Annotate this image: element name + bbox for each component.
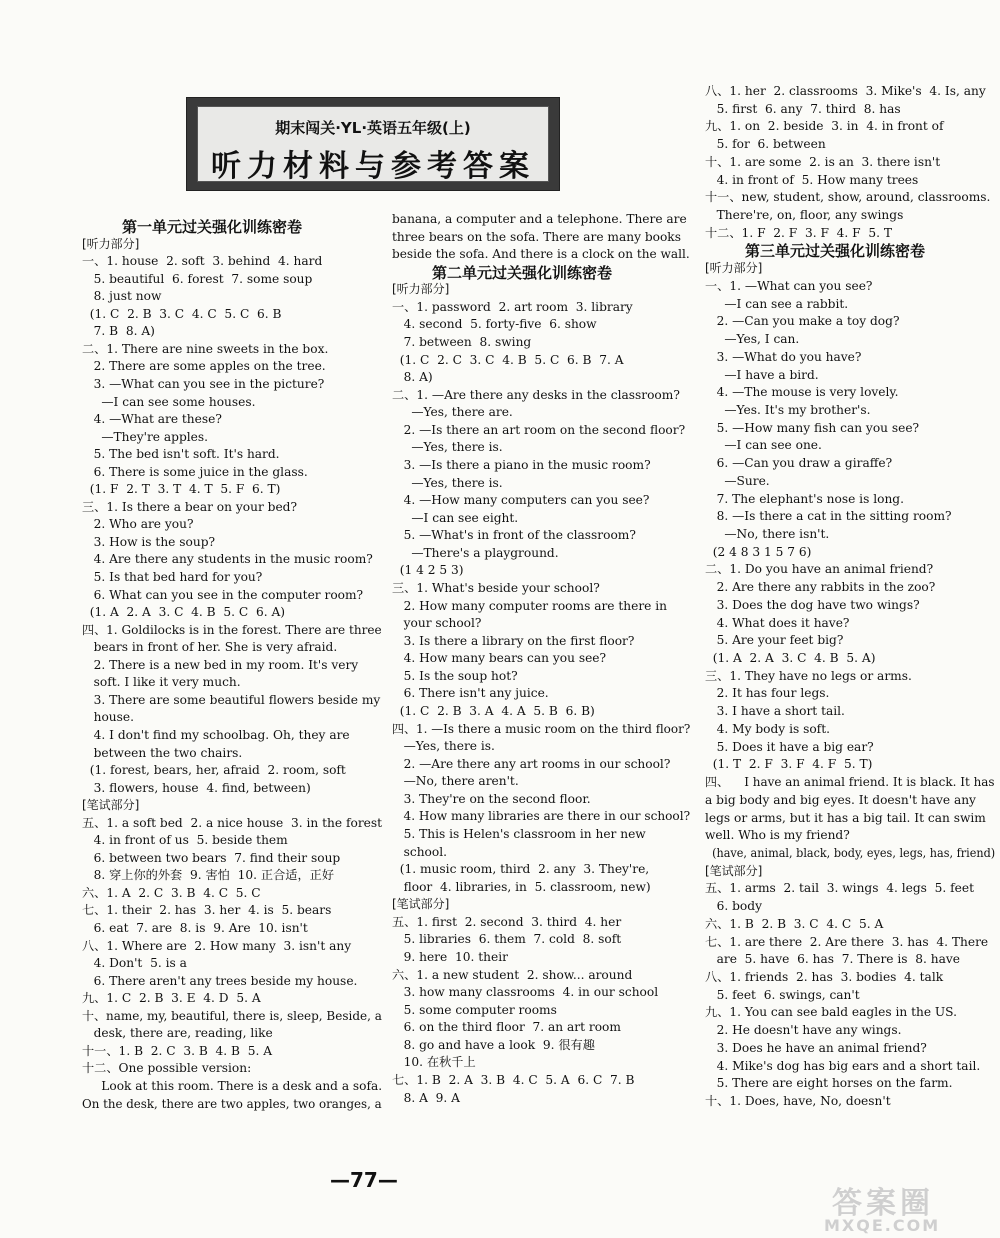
answer-line: (1. A 2. A 3. C 4. B 5. A) [705, 651, 876, 666]
answer-line: 8. go and have a look 9. 很有趣 [392, 1037, 595, 1052]
section-subheading: [听力部分] [705, 261, 763, 276]
answer-line: 八、1. her 2. classrooms 3. Mike's 4. Is, any [705, 84, 986, 98]
header-title: 听力材料与参考答案 [211, 149, 535, 184]
answer-line: 5. Is the soup hot? [392, 668, 518, 683]
answer-line: 三、1. They have no legs or arms. [705, 668, 912, 683]
section-subheading: [笔试部分] [705, 863, 763, 878]
answer-line: 五、1. arms 2. tail 3. wings 4. legs 5. feet [705, 881, 974, 896]
answer-line: 四、1. Goldilocks is in the forest. There are three [82, 622, 382, 637]
answer-line: —There's a playground. [392, 545, 559, 560]
answer-line: your school? [392, 616, 482, 631]
answer-line: are 5. have 6. has 7. There is 8. have [705, 952, 960, 967]
answer-line: —No, there isn't. [705, 527, 830, 541]
answer-line: 六、1. B 2. B 3. C 4. C 5. A [705, 916, 884, 931]
answer-line: (1. C 2. B 3. A 4. A 5. B 6. B) [392, 703, 595, 718]
answer-line: 5. Are your feet big? [705, 633, 844, 648]
answer-line: (1. music room, third 2. any 3. They're, [392, 862, 650, 877]
answer-line: There're, on, floor, any swings [705, 208, 904, 223]
answer-line: 十二、One possible version: [82, 1061, 252, 1076]
answer-line: 5. —How many fish can you see? [705, 420, 920, 435]
answer-line: (1. A 2. A 3. C 4. B 5. C 6. A) [82, 605, 286, 620]
answer-line: 5. The bed isn't soft. It's hard. [82, 447, 280, 462]
answer-line: —I can see one. [705, 438, 822, 453]
answer-line: 4. —What are these? [82, 412, 222, 427]
answer-line: 七、1. B 2. A 3. B 4. C 5. A 6. C 7. B [392, 1072, 635, 1087]
answer-line: house. [82, 710, 134, 725]
answer-line: 10. 在秋千上 [392, 1055, 476, 1070]
answer-line: —They're apples. [82, 429, 209, 444]
answer-line: (have, animal, black, body, eyes, legs, has, friend) [705, 845, 996, 860]
answer-line: 一、1. house 2. soft 3. behind 4. hard [82, 254, 323, 269]
answer-line: 十二、1. F 2. F 3. F 4. F 5. T [705, 225, 893, 240]
answer-line: 6. —Can you draw a giraffe? [705, 456, 893, 471]
answer-line: —I can see some houses. [82, 394, 256, 409]
answer-line: 4. second 5. forty-five 6. show [392, 317, 597, 332]
header-banner-inner [197, 106, 549, 182]
answer-line: 3. —Is there a piano in the music room? [392, 457, 651, 472]
answer-line: beside the sofa. And there is a clock on the wall. [392, 247, 690, 262]
answer-line: 3. Does he have an animal friend? [705, 1040, 927, 1055]
section-title: 第三单元过关强化训练密卷 [745, 242, 926, 261]
answer-line: 一、1. password 2. art room 3. library [392, 299, 633, 314]
watermark-logo [822, 1178, 992, 1234]
page-number: —77— [330, 1168, 398, 1192]
answer-line: 4. How many libraries are there in our school? [392, 809, 691, 824]
answer-line: 二、1. There are nine sweets in the box. [82, 341, 329, 356]
answer-line: 5. feet 6. swings, can't [705, 987, 860, 1002]
section-subheading: [听力部分] [82, 236, 140, 251]
answer-line: 4. My body is soft. [705, 721, 830, 736]
answer-line: 6. There aren't any trees beside my house. [82, 973, 358, 988]
answer-line: well. Who is my friend? [705, 828, 850, 843]
answer-line: soft. I like it very much. [82, 675, 241, 690]
answer-line: 6. between two bears 7. find their soup [82, 850, 341, 865]
answer-line: 4. How many bears can you see? [392, 651, 607, 666]
answer-line: 3. —What can you see in the picture? [82, 376, 325, 391]
answer-line: 4. in front of 5. How many trees [705, 172, 919, 187]
answer-line: 四、1. —Is there a music room on the third floor? [392, 721, 691, 736]
answer-line: —Sure. [705, 473, 770, 488]
answer-line: school. [392, 844, 447, 859]
answer-line: a big body and big eyes. It doesn't have any [705, 792, 976, 807]
answer-line: 5. first 6. any 7. third 8. has [705, 101, 901, 116]
answer-line: 三、1. What's beside your school? [392, 580, 600, 595]
answer-line: 6. on the third floor 7. an art room [392, 1020, 621, 1035]
answer-line: —Yes, there are. [392, 405, 513, 420]
answer-line: 5. for 6. between [705, 137, 826, 152]
answer-line: 5. libraries 6. them 7. cold 8. soft [392, 932, 622, 947]
answer-line: 4. Mike's dog has big ears and a short tail. [705, 1058, 981, 1073]
answer-line: banana, a computer and a telephone. There are [392, 212, 687, 226]
section-title: 第一单元过关强化训练密卷 [122, 218, 303, 236]
answer-line: 2. —Can you make a toy dog? [705, 314, 900, 329]
answer-line: 5. some computer rooms [392, 1002, 557, 1017]
answer-line: 6. There isn't any juice. [392, 686, 549, 701]
answer-line: 十一、new, student, show, around, classrooms. [705, 190, 991, 205]
answer-line: 8. A) [392, 370, 433, 385]
answer-line: —Yes, there is. [392, 440, 503, 455]
answer-line: 3. How is the soup? [82, 534, 216, 549]
answer-line: 2. Are there any rabbits in the zoo? [705, 580, 936, 595]
answer-line: 3. I have a short tail. [705, 704, 845, 719]
answer-line: 6. There is some juice in the glass. [82, 464, 308, 479]
answer-line: Look at this room. There is a desk and a sofa. [82, 1078, 383, 1093]
answer-line: 九、1. C 2. B 3. E 4. D 5. A [82, 991, 261, 1006]
answer-line: —Yes, there is. [392, 739, 495, 754]
watermark-url: MXQE.COM [824, 1216, 941, 1235]
header-banner [186, 97, 560, 191]
answer-line: (1. C 2. C 3. C 4. B 5. C 6. B 7. A [392, 352, 624, 367]
answer-line: 3. how many classrooms 4. in our school [392, 985, 659, 1000]
answer-line: 3. Is there a library on the first floor? [392, 633, 635, 648]
answer-line: 5. This is Helen's classroom in her new [392, 826, 646, 841]
answer-line: —I can see eight. [392, 510, 519, 525]
answer-line: 2. How many computer rooms are there in [392, 598, 667, 613]
answer-line: 8. just now [82, 289, 162, 304]
answer-line: 4. Are there any students in the music room? [82, 552, 373, 567]
answer-line: 十、1. are some 2. is an 3. there isn't [705, 154, 941, 169]
answer-line: bears in front of her. She is very afraid. [82, 640, 338, 655]
answer-line: 2. It has four legs. [705, 686, 830, 701]
answer-line: —No, there aren't. [392, 774, 519, 789]
answer-line: 3. —What do you have? [705, 349, 862, 364]
watermark-text: 答案圈 [832, 1186, 934, 1221]
answer-line: 7. B 8. A) [82, 324, 155, 339]
answer-line: 2. There are some apples on the tree. [82, 359, 326, 374]
answer-line: 2. —Is there an art room on the second floor? [392, 422, 686, 437]
answer-line: 8. A 9. A [392, 1090, 460, 1105]
answer-line: 4. —How many computers can you see? [392, 493, 650, 508]
answer-line: —Yes, I can. [705, 332, 800, 347]
answer-line: 3. Does the dog have two wings? [705, 597, 920, 612]
answer-line: 四、 I have an animal friend. It is black. It has [705, 775, 995, 790]
answer-line: 九、1. on 2. beside 3. in 4. in front of [705, 119, 944, 134]
answer-line: 7. The elephant's nose is long. [705, 491, 904, 506]
answer-line: 八、1. Where are 2. How many 3. isn't any [82, 938, 352, 953]
answer-line: 4. —The mouse is very lovely. [705, 385, 899, 400]
answer-line: 3. They're on the second floor. [392, 791, 591, 806]
answer-line: —I can see a rabbit. [705, 296, 849, 311]
answer-line: 4. in front of us 5. beside them [82, 833, 288, 848]
answer-line: 九、1. You can see bald eagles in the US. [705, 1005, 957, 1020]
answer-line: 2. He doesn't have any wings. [705, 1023, 902, 1038]
answer-line: 4. Don't 5. is a [82, 956, 187, 971]
answer-line: 五、1. a soft bed 2. a nice house 3. in the forest [82, 815, 383, 830]
answer-line: —Yes, there is. [392, 475, 503, 490]
answer-line: 十一、1. B 2. C 3. B 4. B 5. A [82, 1043, 273, 1058]
answer-line: (1 4 2 5 3) [392, 563, 464, 578]
answer-line: 5. beautiful 6. forest 7. some soup [82, 271, 313, 286]
answer-line: 7. between 8. swing [392, 334, 532, 349]
answer-line: 三、1. Is there a bear on your bed? [82, 499, 297, 514]
answer-line: 6. body [705, 899, 762, 914]
answer-line: 3. There are some beautiful flowers beside my [82, 692, 381, 707]
answer-line: 5. —What's in front of the classroom? [392, 528, 636, 543]
answer-line: 4. I don't find my schoolbag. Oh, they are [82, 727, 350, 742]
section-title: 第二单元过关强化训练密卷 [432, 263, 613, 282]
answer-line: 一、1. —What can you see? [705, 278, 873, 293]
answer-line: 4. What does it have? [705, 615, 850, 630]
answer-line: 5. There are eight horses on the farm. [705, 1076, 953, 1091]
answer-line: between the two chairs. [82, 745, 243, 760]
answer-line: 2. There is a new bed in my room. It's very [82, 657, 359, 672]
answer-line: (2 4 8 3 1 5 7 6) [705, 544, 812, 559]
section-subheading: [笔试部分] [392, 897, 450, 912]
answer-line: 8. 穿上你的外套 9. 害怕 10. 正合适，正好 [82, 868, 335, 883]
answer-line: 2. —Are there any art rooms in our school? [392, 756, 671, 771]
answer-line: floor 4. libraries, in 5. classroom, new) [392, 879, 651, 894]
answer-line: 十、name, my, beautiful, there is, sleep, Beside, a [82, 1008, 382, 1023]
answer-line: 六、1. A 2. C 3. B 4. C 5. C [82, 885, 261, 900]
section-subheading: [听力部分] [392, 282, 450, 297]
answer-line: 八、1. friends 2. has 3. bodies 4. talk [705, 970, 944, 984]
answer-line: 9. here 10. their [392, 949, 508, 964]
header-subtitle: 期末闯关·YL·英语五年级(上) [275, 119, 471, 137]
section-subheading: [笔试部分] [82, 798, 140, 813]
answer-line: (1. forest, bears, her, afraid 2. room, soft [82, 763, 346, 778]
answer-line: 6. eat 7. are 8. is 9. Are 10. isn't [82, 921, 308, 935]
answer-line: —I have a bird. [705, 367, 819, 382]
answer-line: 十、1. Does, have, No, doesn't [705, 1094, 891, 1109]
answer-line: 5. Is that bed hard for you? [82, 570, 263, 584]
answer-line: 七、1. their 2. has 3. her 4. is 5. bears [82, 903, 332, 918]
answer-line: (1. F 2. T 3. T 4. T 5. F 6. T) [82, 482, 281, 497]
answer-line: desk, there are, reading, like [82, 1026, 273, 1041]
answer-line: 六、1. a new student 2. show... around [392, 967, 633, 982]
answer-line: (1. C 2. B 3. C 4. C 5. C 6. B [82, 306, 282, 321]
answer-line: three bears on the sofa. There are many books [392, 229, 681, 244]
answer-line: 二、1. —Are there any desks in the classroom? [392, 387, 680, 402]
answer-line: 3. flowers, house 4. find, between) [82, 780, 311, 795]
answer-line: 2. Who are you? [82, 517, 194, 532]
answer-line: 二、1. Do you have an animal friend? [705, 562, 934, 577]
answer-line: 6. What can you see in the computer room? [82, 587, 364, 602]
answer-line: 8. —Is there a cat in the sitting room? [705, 509, 952, 524]
answer-line: 七、1. are there 2. Are there 3. has 4. There [705, 934, 989, 949]
answer-line: —Yes. It's my brother's. [705, 402, 871, 417]
answer-line: On the desk, there are two apples, two oranges, a [82, 1096, 382, 1111]
answer-line: (1. T 2. F 3. F 4. F 5. T) [705, 757, 873, 772]
answer-line: 5. Does it have a big ear? [705, 739, 874, 754]
answer-line: 五、1. first 2. second 3. third 4. her [392, 914, 622, 929]
answer-line: legs or arms, but it has a big tail. It can swim [705, 810, 986, 825]
